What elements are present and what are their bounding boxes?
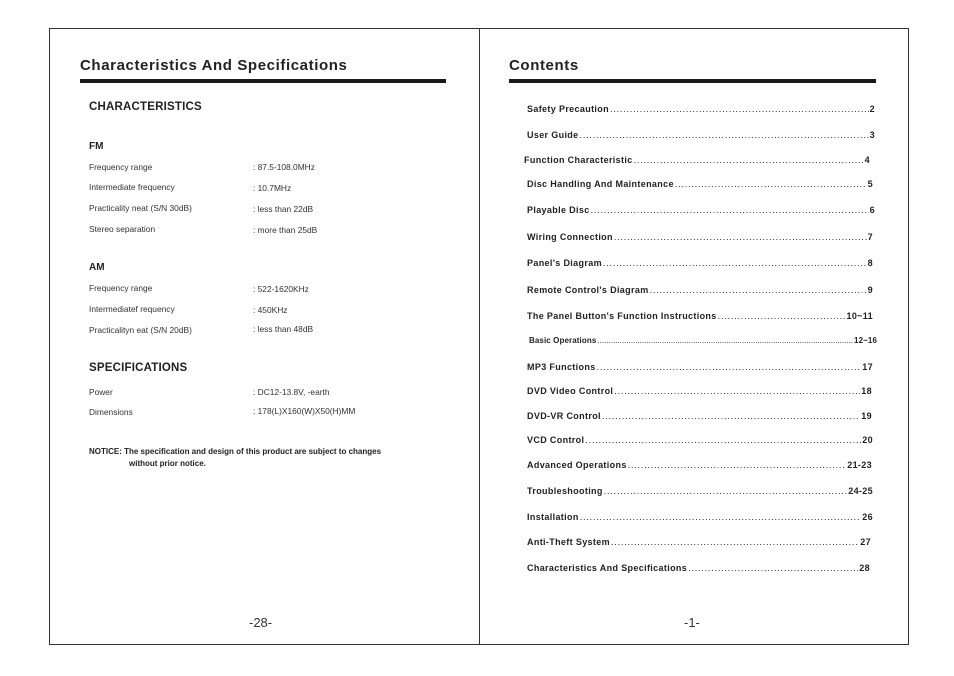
- fm-title: FM: [89, 141, 104, 152]
- toc-leader: [580, 512, 862, 522]
- toc-leader: [718, 311, 846, 321]
- toc-entry[interactable]: [527, 232, 873, 242]
- toc-title: Playable Disc: [527, 205, 590, 215]
- notice-line: without prior notice.: [129, 459, 206, 468]
- am-title: AM: [89, 262, 105, 273]
- toc-title: The Panel Button's Function Instructions: [527, 311, 717, 321]
- spec-value: : 10.7MHz: [253, 183, 292, 193]
- toc-entry[interactable]: [527, 411, 872, 421]
- spec-value: : more than 25dB: [253, 225, 318, 235]
- toc-entry[interactable]: [527, 512, 873, 522]
- notice-text: [89, 446, 439, 470]
- toc-title: Installation: [527, 512, 579, 522]
- toc-entry[interactable]: [527, 285, 873, 295]
- toc-leader: [585, 435, 861, 445]
- toc-title: Advanced Operations: [527, 460, 627, 470]
- toc-page: 20: [862, 435, 873, 445]
- toc-leader: [603, 258, 867, 268]
- toc-page: 6: [869, 205, 875, 215]
- toc-leader: [597, 362, 862, 372]
- toc-entry[interactable]: [527, 537, 871, 547]
- toc-page: 26: [862, 512, 873, 522]
- toc-title: DVD-VR Control: [527, 411, 601, 421]
- toc-page: 21-23: [847, 460, 872, 470]
- toc-page: 17: [862, 362, 873, 372]
- contents-heading: Contents: [509, 57, 579, 74]
- toc-page: 7: [867, 232, 873, 242]
- toc-page: 10~11: [846, 311, 873, 321]
- heading-rule: [80, 79, 446, 83]
- toc-leader: [611, 537, 859, 547]
- toc-title: Remote Control's Diagram: [527, 285, 649, 295]
- toc-leader: [597, 336, 853, 345]
- spec-value: : less than 22dB: [253, 204, 314, 214]
- toc-page: 28: [859, 563, 870, 573]
- page-number: -28-: [249, 615, 273, 630]
- toc-entry[interactable]: [527, 179, 873, 189]
- toc-leader: [688, 563, 858, 573]
- spec-label: Intermediatef requency: [89, 304, 175, 314]
- spec-value: : 178(L)X160(W)X50(H)MM: [253, 406, 356, 416]
- page-heading: Characteristics And Specifications: [80, 57, 348, 74]
- spec-label: Intermediate frequency: [89, 182, 175, 192]
- toc-entry[interactable]: [527, 386, 872, 396]
- toc-entry[interactable]: [527, 130, 875, 140]
- toc-title: User Guide: [527, 130, 579, 140]
- toc-entry[interactable]: [527, 258, 873, 268]
- spec-label: Dimensions: [89, 407, 133, 417]
- specifications-title: SPECIFICATIONS: [89, 362, 188, 374]
- toc-leader: [675, 179, 867, 189]
- toc-leader: [628, 460, 847, 470]
- toc-leader: [610, 104, 869, 114]
- toc-leader: [614, 232, 867, 242]
- toc-leader: [614, 386, 860, 396]
- toc-leader: [634, 155, 864, 165]
- toc-title: Characteristics And Specifications: [527, 563, 688, 573]
- toc-title: Anti-Theft System: [527, 537, 610, 547]
- toc-entry[interactable]: [527, 311, 873, 321]
- notice-line: NOTICE: The specification and design of this product are subject to changes: [89, 447, 382, 456]
- toc-title: Panel's Diagram: [527, 258, 602, 268]
- spec-label: Frequency range: [89, 162, 153, 172]
- toc-entry[interactable]: [524, 155, 870, 165]
- characteristics-title: CHARACTERISTICS: [89, 101, 202, 113]
- toc-entry[interactable]: [527, 435, 873, 445]
- toc-title: DVD Video Control: [527, 386, 614, 396]
- spec-label: Frequency range: [89, 283, 153, 293]
- spec-label: Stereo separation: [89, 224, 156, 234]
- toc-title: Disc Handling And Maintenance: [527, 179, 674, 189]
- toc-page: 9: [867, 285, 873, 295]
- spec-value: : 450KHz: [253, 305, 288, 315]
- toc-entry[interactable]: [527, 563, 870, 573]
- spec-value: : DC12-13.8V, -earth: [253, 387, 330, 397]
- toc-title: Basic Operations: [529, 336, 597, 345]
- toc-title: Wiring Connection: [527, 232, 613, 242]
- toc-entry[interactable]: [527, 104, 875, 114]
- toc-page: 12~16: [854, 336, 877, 345]
- spec-value: : less than 48dB: [253, 324, 314, 334]
- toc-entry[interactable]: [527, 486, 873, 496]
- toc-leader: [602, 411, 860, 421]
- toc-page: 8: [867, 258, 873, 268]
- right-page: [480, 28, 909, 645]
- spec-label: Practicalityn eat (S/N 20dB): [89, 325, 192, 335]
- toc-entry[interactable]: [527, 460, 872, 470]
- toc-page: 3: [869, 130, 875, 140]
- toc-page: 2: [869, 104, 875, 114]
- spec-label: Practicality neat (S/N 30dB): [89, 203, 192, 213]
- spec-value: : 87.5-108.0MHz: [253, 162, 315, 172]
- toc-title: Safety Precaution: [527, 104, 609, 114]
- toc-page: 19: [861, 411, 872, 421]
- toc-title: VCD Control: [527, 435, 585, 445]
- toc-leader: [591, 205, 869, 215]
- toc-title: Troubleshooting: [527, 486, 603, 496]
- toc-leader: [604, 486, 847, 496]
- toc-page: 18: [861, 386, 872, 396]
- toc-leader: [650, 285, 867, 295]
- toc-page: 27: [860, 537, 871, 547]
- toc-page: 24-25: [848, 486, 873, 496]
- toc-entry[interactable]: [527, 362, 873, 372]
- toc-entry[interactable]: [529, 336, 877, 345]
- spec-label: Power: [89, 387, 113, 397]
- toc-entry[interactable]: [527, 205, 875, 215]
- toc-title: MP3 Functions: [527, 362, 596, 372]
- spec-value: : 522-1620KHz: [253, 284, 309, 294]
- toc-page: 4: [864, 155, 870, 165]
- left-page: [49, 28, 479, 645]
- toc-title: Function Characteristic: [524, 155, 633, 165]
- toc-page: 5: [867, 179, 873, 189]
- heading-rule: [509, 79, 876, 83]
- toc-leader: [580, 130, 869, 140]
- page-number: -1-: [684, 615, 700, 630]
